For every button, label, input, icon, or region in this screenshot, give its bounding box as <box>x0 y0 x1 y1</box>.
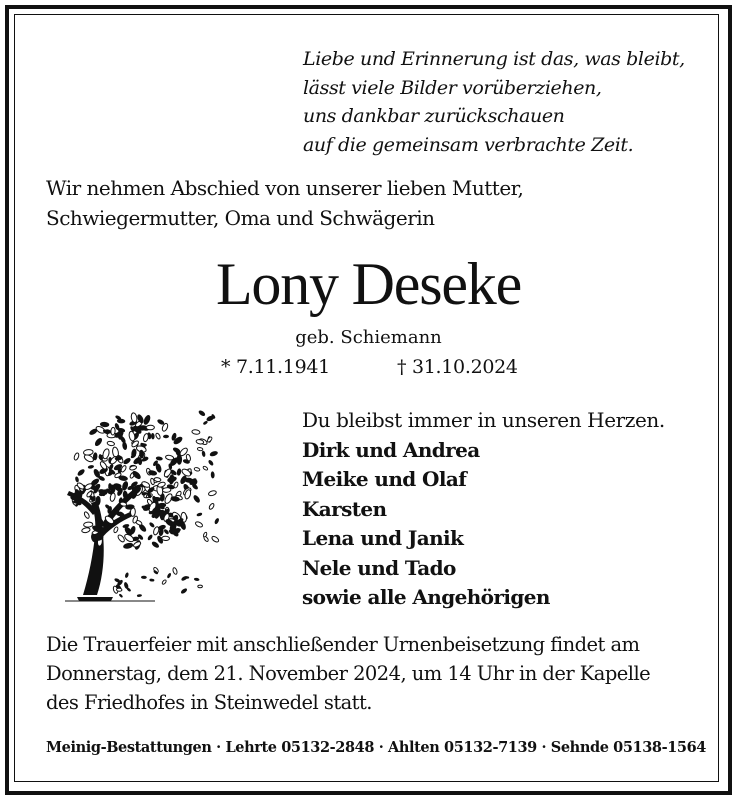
memorial-verse <box>303 45 723 159</box>
birth-date: * 7.11.1941 <box>221 356 330 378</box>
funeral-home-contacts: Meinig-Bestattungen · Lehrte 05132-2848 · Ahlten 05132-7139 · Sehnde 05138-1564 <box>46 739 706 756</box>
family-intro: Du bleibst immer in unseren Herzen. <box>302 408 665 432</box>
ceremony-line: Die Trauerfeier mit anschließender Urnenbeisetzung findet am <box>46 633 640 656</box>
verse-line: lässt viele Bilder vorüberziehen, <box>303 76 602 99</box>
deceased-name: Lony Deseke <box>215 251 522 317</box>
family-member: Meike und Olaf <box>302 467 467 491</box>
family-member: Karsten <box>302 496 387 521</box>
family-member: Lena und Janik <box>302 526 464 550</box>
farewell-line: Schwiegermutter, Oma und Schwägerin <box>46 206 435 230</box>
verse-line: auf die gemeinsam verbrachte Zeit. <box>303 133 634 156</box>
verse-line: Liebe und Erinnerung ist das, was bleibt, <box>303 48 685 70</box>
ceremony-line: Donnerstag, dem 21. November 2024, um 14 Uhr in der Kapelle <box>46 662 651 685</box>
farewell-text <box>46 173 646 233</box>
verse-line: uns dankbar zurückschauen <box>303 105 565 127</box>
family-member: Dirk und Andrea <box>302 437 480 462</box>
family-block <box>302 406 722 613</box>
family-member: sowie alle Angehörigen <box>302 585 550 609</box>
farewell-line: Wir nehmen Abschied von unserer lieben Mutter, <box>46 176 524 200</box>
family-member: Nele und Tado <box>302 555 456 580</box>
ceremony-notice <box>46 630 706 717</box>
ceremony-line: des Friedhofes in Steinwedel statt. <box>46 691 372 714</box>
death-date: † 31.10.2024 <box>397 356 518 378</box>
tree-icon <box>45 395 220 605</box>
maiden-name: geb. Schiemann <box>295 327 442 348</box>
